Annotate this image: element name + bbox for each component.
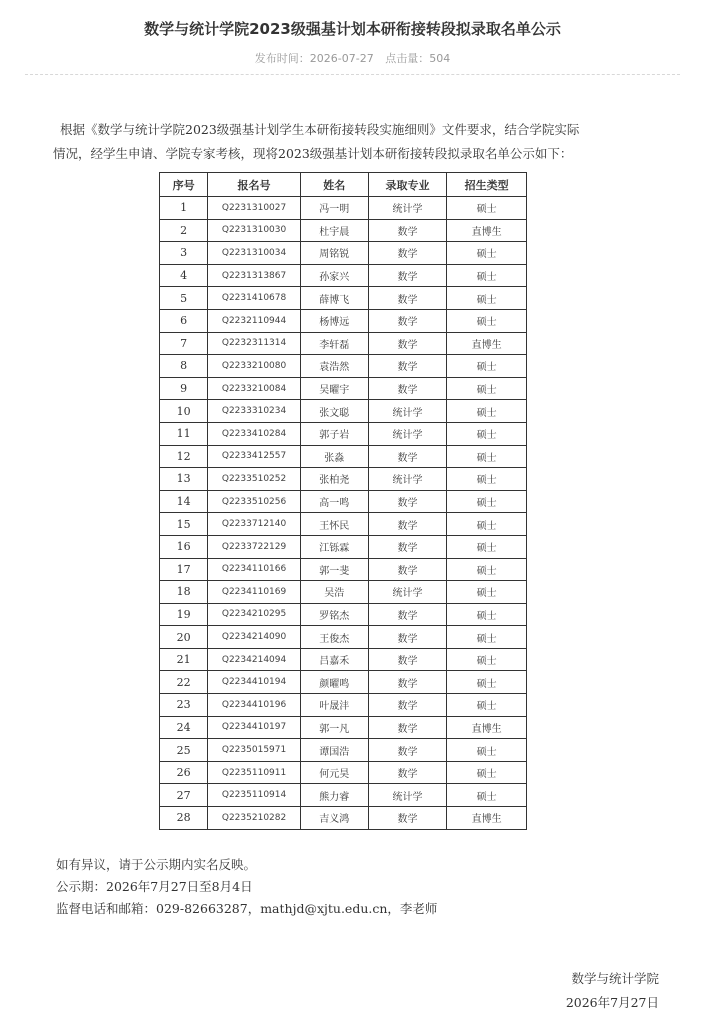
admission-table (159, 172, 527, 830)
col-header-type: 招生类型 (447, 173, 527, 197)
cell-name: 吕嘉禾 (300, 648, 368, 671)
cell-reg-no: Q2234210295 (208, 603, 300, 626)
cell-major: 数学 (368, 490, 447, 513)
cell-reg-no: Q2233712140 (208, 513, 300, 536)
cell-major: 统计学 (368, 422, 447, 445)
cell-seq: 23 (160, 694, 208, 717)
cell-seq: 4 (160, 264, 208, 287)
cell-type: 直博生 (447, 716, 527, 739)
cell-name: 叶晟沣 (300, 694, 368, 717)
cell-name: 周铭锐 (300, 242, 368, 265)
cell-type: 硕士 (447, 377, 527, 400)
cell-type: 硕士 (447, 784, 527, 807)
cell-seq: 15 (160, 513, 208, 536)
cell-seq: 25 (160, 739, 208, 762)
cell-type: 硕士 (447, 468, 527, 491)
cell-major: 数学 (368, 739, 447, 762)
cell-reg-no: Q2235110914 (208, 784, 300, 807)
table-row (160, 264, 527, 287)
cell-major: 数学 (368, 513, 447, 536)
cell-seq: 10 (160, 400, 208, 423)
header-divider (25, 74, 680, 75)
cell-name: 江铄霖 (300, 535, 368, 558)
cell-seq: 28 (160, 807, 208, 830)
cell-name: 袁浩然 (300, 355, 368, 378)
table-header-row (160, 173, 527, 197)
notes-block (56, 854, 437, 920)
objection-note: 如有异议，请于公示期内实名反映。 (56, 857, 257, 872)
cell-reg-no: Q2234214090 (208, 626, 300, 649)
cell-major: 数学 (368, 287, 447, 310)
cell-name: 郭子岩 (300, 422, 368, 445)
cell-reg-no: Q2234410194 (208, 671, 300, 694)
cell-type: 硕士 (447, 513, 527, 536)
table-row (160, 648, 527, 671)
cell-name: 冯一明 (300, 197, 368, 220)
table-row (160, 535, 527, 558)
contact-note: 监督电话和邮箱：029-82663287，mathjd@xjtu.edu.cn，李老师 (56, 901, 438, 916)
cell-major: 数学 (368, 377, 447, 400)
cell-type: 硕士 (447, 264, 527, 287)
cell-name: 吉义鸿 (300, 807, 368, 830)
cell-major: 数学 (368, 716, 447, 739)
cell-name: 何元昊 (300, 761, 368, 784)
cell-type: 硕士 (447, 694, 527, 717)
cell-major: 数学 (368, 807, 447, 830)
cell-reg-no: Q2231410678 (208, 287, 300, 310)
col-header-major: 录取专业 (368, 173, 447, 197)
table-row (160, 355, 527, 378)
cell-major: 数学 (368, 603, 447, 626)
cell-type: 硕士 (447, 287, 527, 310)
cell-reg-no: Q2231310034 (208, 242, 300, 265)
table-row (160, 739, 527, 762)
cell-seq: 11 (160, 422, 208, 445)
cell-type: 硕士 (447, 581, 527, 604)
cell-reg-no: Q2233310234 (208, 400, 300, 423)
cell-type: 硕士 (447, 400, 527, 423)
cell-major: 数学 (368, 558, 447, 581)
table-row (160, 626, 527, 649)
cell-type: 硕士 (447, 422, 527, 445)
cell-name: 罗铭杰 (300, 603, 368, 626)
table-row (160, 287, 527, 310)
cell-major: 统计学 (368, 581, 447, 604)
cell-seq: 13 (160, 468, 208, 491)
cell-major: 数学 (368, 626, 447, 649)
cell-seq: 27 (160, 784, 208, 807)
cell-major: 数学 (368, 535, 447, 558)
cell-name: 熊力睿 (300, 784, 368, 807)
cell-reg-no: Q2232110944 (208, 309, 300, 332)
cell-reg-no: Q2234410197 (208, 716, 300, 739)
cell-major: 统计学 (368, 400, 447, 423)
intro-paragraph (53, 118, 661, 166)
cell-reg-no: Q2234410196 (208, 694, 300, 717)
cell-seq: 26 (160, 761, 208, 784)
cell-reg-no: Q2234110169 (208, 581, 300, 604)
cell-seq: 5 (160, 287, 208, 310)
table-row (160, 309, 527, 332)
cell-type: 硕士 (447, 671, 527, 694)
cell-major: 统计学 (368, 197, 447, 220)
cell-type: 硕士 (447, 603, 527, 626)
table-row (160, 490, 527, 513)
cell-name: 孙家兴 (300, 264, 368, 287)
cell-type: 硕士 (447, 739, 527, 762)
page-title: 数学与统计学院2023级强基计划本研衔接转段拟录取名单公示 (144, 20, 561, 38)
cell-reg-no: Q2235015971 (208, 739, 300, 762)
cell-seq: 1 (160, 197, 208, 220)
cell-major: 统计学 (368, 468, 447, 491)
cell-reg-no: Q2231310027 (208, 197, 300, 220)
table-row (160, 219, 527, 242)
cell-name: 颜曜鸣 (300, 671, 368, 694)
cell-seq: 17 (160, 558, 208, 581)
cell-name: 郭一斐 (300, 558, 368, 581)
table-row (160, 716, 527, 739)
col-header-seq: 序号 (160, 173, 208, 197)
table-body (160, 197, 527, 830)
cell-name: 谭国浩 (300, 739, 368, 762)
table-row (160, 468, 527, 491)
cell-type: 硕士 (447, 535, 527, 558)
cell-reg-no: Q2232311314 (208, 332, 300, 355)
cell-type: 硕士 (447, 648, 527, 671)
cell-name: 张柏尧 (300, 468, 368, 491)
cell-major: 数学 (368, 761, 447, 784)
cell-seq: 8 (160, 355, 208, 378)
cell-reg-no: Q2235110911 (208, 761, 300, 784)
col-header-name: 姓名 (300, 173, 368, 197)
cell-name: 郭一凡 (300, 716, 368, 739)
signature-date: 2026年7月27日 (565, 995, 659, 1010)
cell-reg-no: Q2231310030 (208, 219, 300, 242)
publish-time: 发布时间：2026-07-27 (254, 52, 374, 65)
table-row (160, 197, 527, 220)
table-row (160, 603, 527, 626)
cell-seq: 20 (160, 626, 208, 649)
cell-major: 数学 (368, 264, 447, 287)
table-row (160, 558, 527, 581)
cell-major: 数学 (368, 671, 447, 694)
cell-reg-no: Q2231313867 (208, 264, 300, 287)
cell-seq: 9 (160, 377, 208, 400)
cell-name: 张文聪 (300, 400, 368, 423)
table-row (160, 807, 527, 830)
cell-name: 王俊杰 (300, 626, 368, 649)
cell-seq: 7 (160, 332, 208, 355)
table-row (160, 671, 527, 694)
cell-name: 王怀民 (300, 513, 368, 536)
cell-type: 硕士 (447, 445, 527, 468)
cell-reg-no: Q2234110166 (208, 558, 300, 581)
cell-major: 数学 (368, 694, 447, 717)
table-row (160, 242, 527, 265)
cell-reg-no: Q2233210080 (208, 355, 300, 378)
cell-reg-no: Q2233722129 (208, 535, 300, 558)
cell-type: 硕士 (447, 197, 527, 220)
table-row (160, 761, 527, 784)
cell-name: 薛博飞 (300, 287, 368, 310)
cell-seq: 21 (160, 648, 208, 671)
article-meta (0, 50, 705, 66)
cell-type: 硕士 (447, 490, 527, 513)
cell-major: 数学 (368, 242, 447, 265)
cell-seq: 12 (160, 445, 208, 468)
table-row (160, 377, 527, 400)
cell-seq: 19 (160, 603, 208, 626)
cell-name: 高一鸣 (300, 490, 368, 513)
cell-major: 数学 (368, 332, 447, 355)
cell-major: 统计学 (368, 784, 447, 807)
cell-type: 直博生 (447, 807, 527, 830)
cell-type: 直博生 (447, 219, 527, 242)
cell-seq: 14 (160, 490, 208, 513)
cell-reg-no: Q2235210282 (208, 807, 300, 830)
col-header-reg-no: 报名号 (208, 173, 300, 197)
cell-type: 硕士 (447, 558, 527, 581)
view-count: 点击量：504 (385, 52, 451, 65)
table-row (160, 332, 527, 355)
period-note: 公示期：2026年7月27日至8月4日 (56, 879, 253, 894)
intro-line-2: 情况，经学生申请、学院专家考核，现将2023级强基计划本研衔接转段拟录取名单公示如下： (53, 146, 573, 161)
cell-type: 硕士 (447, 626, 527, 649)
signature-block (566, 967, 659, 1015)
cell-seq: 6 (160, 309, 208, 332)
cell-name: 李轩磊 (300, 332, 368, 355)
cell-name: 杜宇晨 (300, 219, 368, 242)
cell-type: 硕士 (447, 761, 527, 784)
cell-type: 硕士 (447, 355, 527, 378)
intro-line-1: 根据《数学与统计学院2023级强基计划学生本研衔接转段实施细则》文件要求，结合学院实际 (60, 122, 580, 137)
cell-major: 数学 (368, 648, 447, 671)
cell-seq: 16 (160, 535, 208, 558)
cell-name: 杨博远 (300, 309, 368, 332)
table-row (160, 581, 527, 604)
cell-seq: 2 (160, 219, 208, 242)
cell-name: 吴浩 (300, 581, 368, 604)
cell-major: 数学 (368, 445, 447, 468)
cell-reg-no: Q2233510252 (208, 468, 300, 491)
cell-type: 硕士 (447, 242, 527, 265)
table-row (160, 400, 527, 423)
cell-seq: 22 (160, 671, 208, 694)
cell-major: 数学 (368, 219, 447, 242)
cell-major: 数学 (368, 355, 447, 378)
cell-seq: 24 (160, 716, 208, 739)
table-row (160, 784, 527, 807)
cell-seq: 3 (160, 242, 208, 265)
cell-type: 直博生 (447, 332, 527, 355)
cell-reg-no: Q2233510256 (208, 490, 300, 513)
signature-org: 数学与统计学院 (571, 971, 659, 986)
cell-reg-no: Q2233210084 (208, 377, 300, 400)
cell-major: 数学 (368, 309, 447, 332)
cell-name: 张淼 (300, 445, 368, 468)
cell-name: 吴曜宇 (300, 377, 368, 400)
table-row (160, 513, 527, 536)
table-row (160, 445, 527, 468)
table-row (160, 422, 527, 445)
cell-type: 硕士 (447, 309, 527, 332)
cell-reg-no: Q2234214094 (208, 648, 300, 671)
table-row (160, 694, 527, 717)
cell-reg-no: Q2233410284 (208, 422, 300, 445)
cell-seq: 18 (160, 581, 208, 604)
cell-reg-no: Q2233412557 (208, 445, 300, 468)
